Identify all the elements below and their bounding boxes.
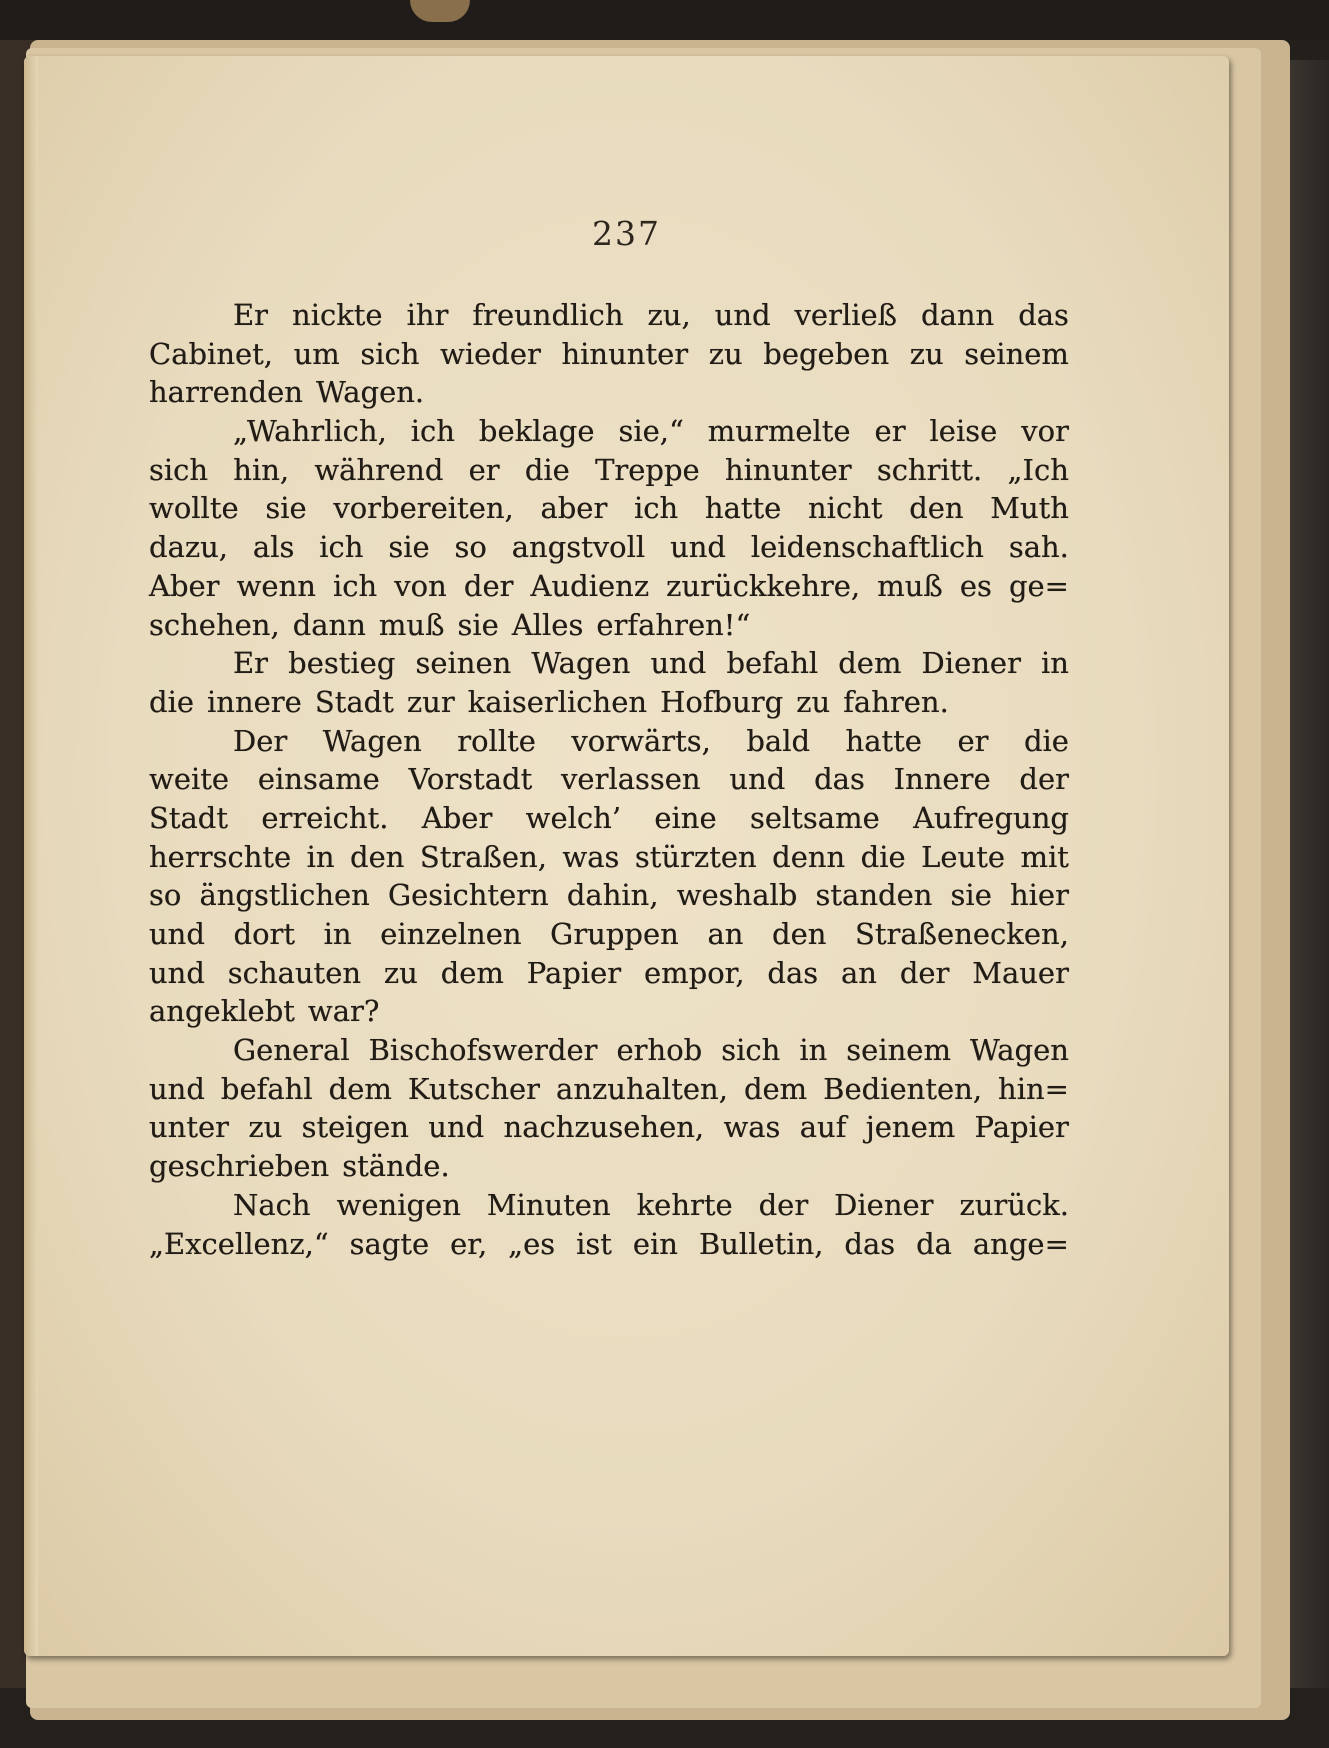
word: wollte — [149, 491, 239, 526]
word: vorwärts, — [571, 723, 711, 758]
word: begeben — [763, 336, 890, 371]
word: Audienz — [530, 568, 650, 603]
word: den — [350, 839, 405, 874]
word: denn — [772, 839, 846, 874]
word: ich — [410, 414, 455, 449]
word: steigen — [301, 1110, 409, 1145]
word: in — [323, 917, 352, 951]
text-line — [149, 373, 1069, 412]
word: sie,“ — [618, 414, 684, 449]
word: in — [306, 839, 335, 874]
word: geschrieben — [149, 1149, 330, 1184]
word: Aufregung — [913, 800, 1069, 835]
word: ich — [634, 491, 679, 526]
word: hatte — [845, 723, 922, 758]
word: Wagen — [969, 1033, 1069, 1068]
word: dazu, — [149, 530, 229, 565]
word: auf — [799, 1110, 847, 1145]
word: „Ich — [1007, 452, 1069, 487]
word: Papier — [974, 1110, 1069, 1145]
word: unter — [149, 1110, 230, 1145]
word: da — [916, 1226, 952, 1261]
word: standen — [815, 878, 933, 913]
word: zurückkehre, — [666, 568, 861, 603]
word: war? — [307, 994, 380, 1029]
word: dem — [838, 646, 902, 681]
word: Treppe — [595, 452, 700, 487]
word: stände. — [342, 1149, 450, 1184]
word: und — [149, 955, 205, 990]
word: Bulletin, — [698, 1226, 824, 1261]
word: „es — [508, 1226, 556, 1261]
word: innere — [207, 684, 302, 719]
word: welch’ — [525, 800, 622, 835]
word: ich — [319, 530, 364, 565]
word: nickte — [292, 298, 383, 332]
word: murmelte — [707, 414, 851, 449]
page-number: 237 — [592, 214, 661, 253]
word: vorbereiten, — [333, 491, 514, 526]
text-line — [149, 567, 1069, 606]
word: weshalb — [676, 878, 798, 913]
word: kaiserlichen — [467, 684, 648, 719]
word: das — [814, 762, 865, 797]
word: freundlich — [472, 298, 624, 332]
word: empor, — [643, 955, 745, 990]
word: leise — [929, 414, 998, 449]
word: ge= — [1008, 568, 1069, 603]
word: Kutscher — [407, 1071, 541, 1106]
word: zu — [248, 1110, 283, 1145]
word: Er — [233, 298, 269, 332]
text-line — [149, 606, 1069, 645]
word: weite — [149, 762, 230, 797]
word: hatte — [704, 491, 782, 526]
word: Nach — [233, 1187, 311, 1222]
word: Diener — [834, 1187, 934, 1222]
word: Minuten — [486, 1187, 611, 1222]
word: Wagen — [322, 723, 422, 758]
book-cover-top-edge — [0, 0, 1329, 40]
word: verließ — [794, 298, 898, 332]
word: Aber — [149, 568, 220, 603]
word: in — [799, 1033, 828, 1068]
word: und — [670, 530, 726, 565]
text-line — [149, 760, 1069, 799]
word: zur — [406, 684, 455, 719]
word: Er — [233, 646, 269, 681]
word: erhob — [616, 1033, 703, 1068]
word: was — [723, 1110, 781, 1145]
word: seinem — [964, 336, 1069, 371]
word: herrschte — [149, 839, 292, 874]
word: er — [957, 723, 989, 758]
word: Hofburg — [660, 684, 784, 719]
word: hin= — [998, 1071, 1069, 1106]
word: befahl — [220, 1071, 313, 1106]
word: Der — [233, 723, 288, 758]
word: von — [394, 568, 447, 603]
text-line — [149, 954, 1069, 993]
word: zu — [796, 684, 831, 719]
word: er — [874, 414, 906, 449]
word: Alles — [511, 607, 584, 642]
text-line — [149, 1186, 1069, 1225]
word: einzelnen — [380, 917, 522, 951]
word: Aber — [421, 800, 493, 835]
text-line — [149, 722, 1069, 761]
word: kehrte — [636, 1187, 733, 1222]
word: um — [293, 336, 340, 371]
text-line — [149, 876, 1069, 915]
word: angeklebt — [149, 994, 295, 1029]
text-line — [149, 1225, 1069, 1264]
word: muß — [877, 568, 943, 603]
text-line — [149, 451, 1069, 490]
text-line — [149, 915, 1069, 954]
text-line — [149, 335, 1069, 374]
word: einsame — [257, 762, 380, 797]
word: den — [772, 917, 827, 951]
word: das — [1018, 298, 1069, 332]
word: leidenschaftlich — [750, 530, 984, 565]
text-line — [149, 644, 1069, 683]
word: mit — [1020, 839, 1069, 874]
word: die — [860, 839, 906, 874]
word: Vorstadt — [408, 762, 533, 797]
word: Mauer — [972, 955, 1069, 990]
word: hier — [1009, 878, 1069, 913]
word: Wagen. — [315, 375, 425, 410]
word: ich — [333, 568, 378, 603]
word: zu — [708, 336, 743, 371]
word: „Wahrlich, — [233, 414, 387, 449]
word: sie — [388, 530, 430, 565]
word: zu, — [647, 298, 691, 332]
word: und — [650, 646, 707, 681]
word: sagte — [349, 1226, 430, 1261]
word: seinem — [846, 1033, 951, 1068]
word: General — [233, 1033, 350, 1068]
word: schritt. — [876, 452, 983, 487]
word: und — [428, 1110, 485, 1145]
word: er — [468, 452, 500, 487]
text-line — [149, 1108, 1069, 1147]
text-line — [149, 799, 1069, 838]
word: hin, — [233, 452, 290, 487]
word: der — [899, 955, 950, 990]
word: erreicht. — [261, 800, 389, 835]
word: der — [463, 568, 514, 603]
text-line — [149, 1031, 1069, 1070]
word: so — [454, 530, 487, 565]
word: während — [314, 452, 444, 487]
word: ist — [576, 1226, 612, 1261]
word: nachzusehen, — [503, 1110, 705, 1145]
word: befahl — [726, 646, 819, 681]
word: ein — [632, 1226, 678, 1261]
word: dort — [233, 917, 296, 951]
word: stürzten — [634, 839, 757, 874]
word: bestieg — [288, 646, 396, 681]
word: bald — [746, 723, 811, 758]
word: Cabinet, — [149, 336, 274, 371]
word: und — [714, 298, 771, 332]
page-gutter-edge — [24, 56, 38, 1656]
word: der — [758, 1187, 809, 1222]
word: wenn — [236, 568, 316, 603]
word: Bischofswerder — [368, 1033, 598, 1068]
word: Diener — [921, 646, 1021, 681]
word: fahren. — [843, 684, 949, 719]
word: was — [562, 839, 620, 874]
word: beklage — [478, 414, 595, 449]
text-line — [149, 1147, 1069, 1186]
word: dem — [440, 955, 504, 990]
word: sich — [149, 452, 209, 487]
word: Gruppen — [550, 917, 679, 951]
word: wieder — [440, 336, 541, 371]
word: aber — [540, 491, 608, 526]
word: sich — [360, 336, 420, 371]
word: als — [252, 530, 295, 565]
word: ängstlichen — [199, 878, 370, 913]
word: rollte — [457, 723, 536, 758]
word: in — [1041, 646, 1069, 681]
word: Leute — [921, 839, 1006, 874]
word: Papier — [526, 955, 622, 990]
text-line — [149, 528, 1069, 567]
word: seltsame — [749, 800, 880, 835]
word: die — [524, 452, 570, 487]
word: er, — [450, 1226, 488, 1261]
book-cover-right-edge — [1289, 60, 1329, 1710]
word: sie — [950, 878, 992, 913]
word: die — [149, 684, 195, 719]
text-line — [149, 683, 1069, 722]
word: ange= — [972, 1226, 1069, 1261]
word: Wagen — [531, 646, 631, 681]
word: dem — [743, 1071, 808, 1106]
word: jenem — [865, 1110, 956, 1145]
word: an — [841, 955, 877, 990]
word: sah. — [1008, 530, 1069, 565]
word: Bedienten, — [823, 1071, 983, 1106]
word: zurück. — [959, 1187, 1069, 1222]
word: das — [767, 955, 819, 990]
word: verlassen — [561, 762, 701, 797]
text-line — [149, 992, 1069, 1031]
word: wenigen — [336, 1187, 461, 1222]
word: dann — [292, 607, 366, 642]
word: so — [149, 878, 182, 913]
text-line — [149, 489, 1069, 528]
word: „Excellenz,“ — [149, 1226, 329, 1261]
word: hinunter — [561, 336, 689, 371]
word: schauten — [227, 955, 362, 990]
word: sich — [721, 1033, 781, 1068]
word: den — [909, 491, 964, 526]
word: zu — [383, 955, 418, 990]
word: anzuhalten, — [556, 1071, 728, 1106]
word: sie — [265, 491, 307, 526]
text-line — [149, 838, 1069, 877]
word: der — [1019, 762, 1069, 797]
word: Innere — [893, 762, 991, 797]
word: hinunter — [724, 452, 852, 487]
word: und — [729, 762, 786, 797]
word: und — [149, 1071, 205, 1106]
book-page — [24, 56, 1229, 1656]
word: Stadt — [149, 800, 229, 835]
word: dahin, — [566, 878, 659, 913]
word: Muth — [990, 491, 1069, 526]
word: eine — [654, 800, 717, 835]
word: es — [959, 568, 992, 603]
text-line — [149, 1070, 1069, 1109]
word: vor — [1021, 414, 1069, 449]
word: Straßen, — [419, 839, 547, 874]
word: erfahren!“ — [596, 607, 751, 642]
word: sie — [457, 607, 499, 642]
word: an — [707, 917, 744, 951]
text-line — [149, 296, 1069, 335]
word: nicht — [808, 491, 883, 526]
text-line — [149, 412, 1069, 451]
page-text-block — [149, 296, 1069, 1263]
word: schehen, — [149, 607, 280, 642]
word: das — [844, 1226, 896, 1261]
word: angstvoll — [511, 530, 646, 565]
word: seinen — [415, 646, 512, 681]
word: zu — [909, 336, 944, 371]
word: harrenden — [149, 375, 303, 410]
word: muß — [378, 607, 445, 642]
word: und — [149, 917, 205, 951]
word: Stadt — [314, 684, 394, 719]
word: ihr — [406, 298, 449, 332]
word: Straßenecken, — [855, 917, 1069, 951]
word: Gesichtern — [387, 878, 549, 913]
word: dann — [921, 298, 995, 332]
word: die — [1023, 723, 1069, 758]
word: dem — [328, 1071, 392, 1106]
